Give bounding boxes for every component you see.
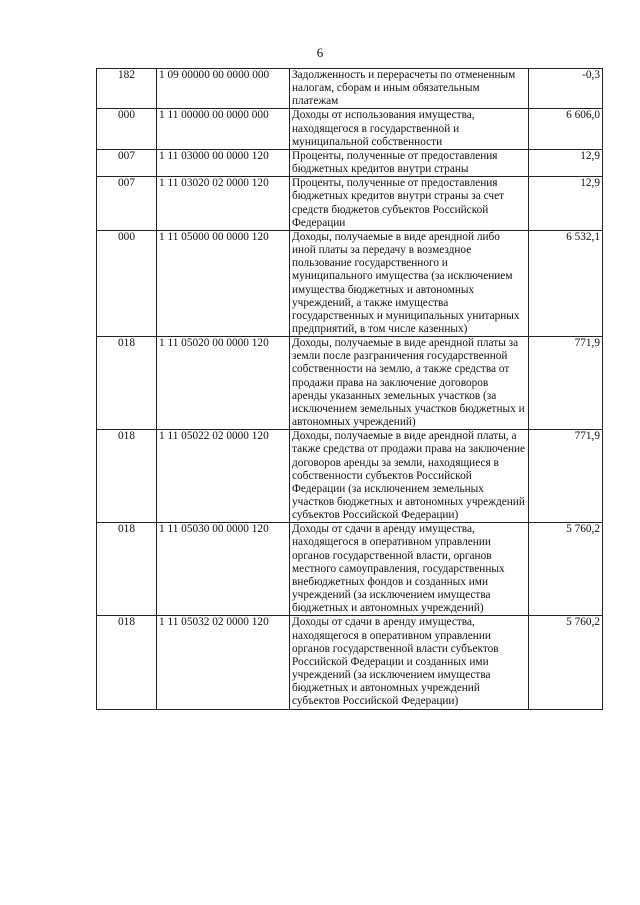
amount-cell: 771,9 [529, 430, 603, 523]
page-number: 6 [316, 45, 324, 60]
table-row [97, 523, 603, 616]
table-row [97, 337, 603, 430]
table-row [97, 149, 603, 176]
revenue-name-cell: Доходы, получаемые в виде арендной платы, а также средства от продажи права на заключение договоров аренды за земли, находящиеся в собственности субъектов Российской Федерации (за исключением земельных участков бюджетных и автономных учреждений субъектов Российской Федерации) [290, 430, 529, 523]
amount-cell: 6 532,1 [529, 230, 603, 336]
admin-code-cell: 007 [97, 177, 157, 231]
table-body [97, 69, 603, 710]
table-row [97, 430, 603, 523]
budget-code-cell: 1 11 03000 00 0000 120 [157, 149, 290, 176]
amount-cell: 6 606,0 [529, 109, 603, 149]
budget-code-cell: 1 11 05000 00 0000 120 [157, 230, 290, 336]
admin-code-cell: 018 [97, 337, 157, 430]
admin-code-cell: 000 [97, 230, 157, 336]
admin-code-cell: 182 [97, 69, 157, 109]
amount-cell: 12,9 [529, 149, 603, 176]
revenue-name-cell: Проценты, полученные от предоставления бюджетных кредитов внутри страны [290, 149, 529, 176]
admin-code-cell: 018 [97, 616, 157, 709]
revenue-name-cell: Проценты, полученные от предоставления бюджетных кредитов внутри страны за счет средств бюджетов субъектов Российской Федерации [290, 177, 529, 231]
revenue-name-cell: Доходы, получаемые в виде арендной платы за земли после разграничения государственной собственности на землю, а также средства от продажи права на заключение договоров аренды указанных земельных участков (за исключением земельных участков бюджетных и автономных учреждений) [290, 337, 529, 430]
amount-cell: 12,9 [529, 177, 603, 231]
budget-code-cell: 1 11 05030 00 0000 120 [157, 523, 290, 616]
admin-code-cell: 018 [97, 523, 157, 616]
amount-cell: 771,9 [529, 337, 603, 430]
admin-code-cell: 007 [97, 149, 157, 176]
revenue-name-cell: Доходы от использования имущества, находящегося в государственной и муниципальной собственности [290, 109, 529, 149]
table-row [97, 177, 603, 231]
admin-code-cell: 000 [97, 109, 157, 149]
revenue-name-cell: Доходы, получаемые в виде арендной либо иной платы за передачу в возмездное пользование государственного и муниципального имущества (за исключением имущества бюджетных и автономных учреждений, а также имущества государственных и муниципальных унитарных предприятий, в том числе казенных) [290, 230, 529, 336]
table-row [97, 69, 603, 109]
budget-code-cell: 1 11 03020 02 0000 120 [157, 177, 290, 231]
budget-code-cell: 1 11 05022 02 0000 120 [157, 430, 290, 523]
amount-cell: -0,3 [529, 69, 603, 109]
budget-code-cell: 1 09 00000 00 0000 000 [157, 69, 290, 109]
budget-code-cell: 1 11 05032 02 0000 120 [157, 616, 290, 709]
table-row [97, 616, 603, 709]
revenue-name-cell: Задолженность и перерасчеты по отмененным налогам, сборам и иным обязательным платежам [290, 69, 529, 109]
admin-code-cell: 018 [97, 430, 157, 523]
budget-code-cell: 1 11 00000 00 0000 000 [157, 109, 290, 149]
table-row [97, 109, 603, 149]
amount-cell: 5 760,2 [529, 616, 603, 709]
amount-cell: 5 760,2 [529, 523, 603, 616]
budget-revenue-table [96, 68, 603, 710]
revenue-name-cell: Доходы от сдачи в аренду имущества, находящегося в оперативном управлении органов государственной власти субъектов Российской Федерации и созданных ими учреждений (за исключением имущества бюджетных и автономных учреждений субъектов Российской Федерации) [290, 616, 529, 709]
table-row [97, 230, 603, 336]
revenue-name-cell: Доходы от сдачи в аренду имущества, находящегося в оперативном управлении органов государственной власти, органов местного самоуправления, государственных внебюджетных фондов и созданных ими учреждений (за исключением имущества бюджетных и автономных учреждений) [290, 523, 529, 616]
budget-code-cell: 1 11 05020 00 0000 120 [157, 337, 290, 430]
